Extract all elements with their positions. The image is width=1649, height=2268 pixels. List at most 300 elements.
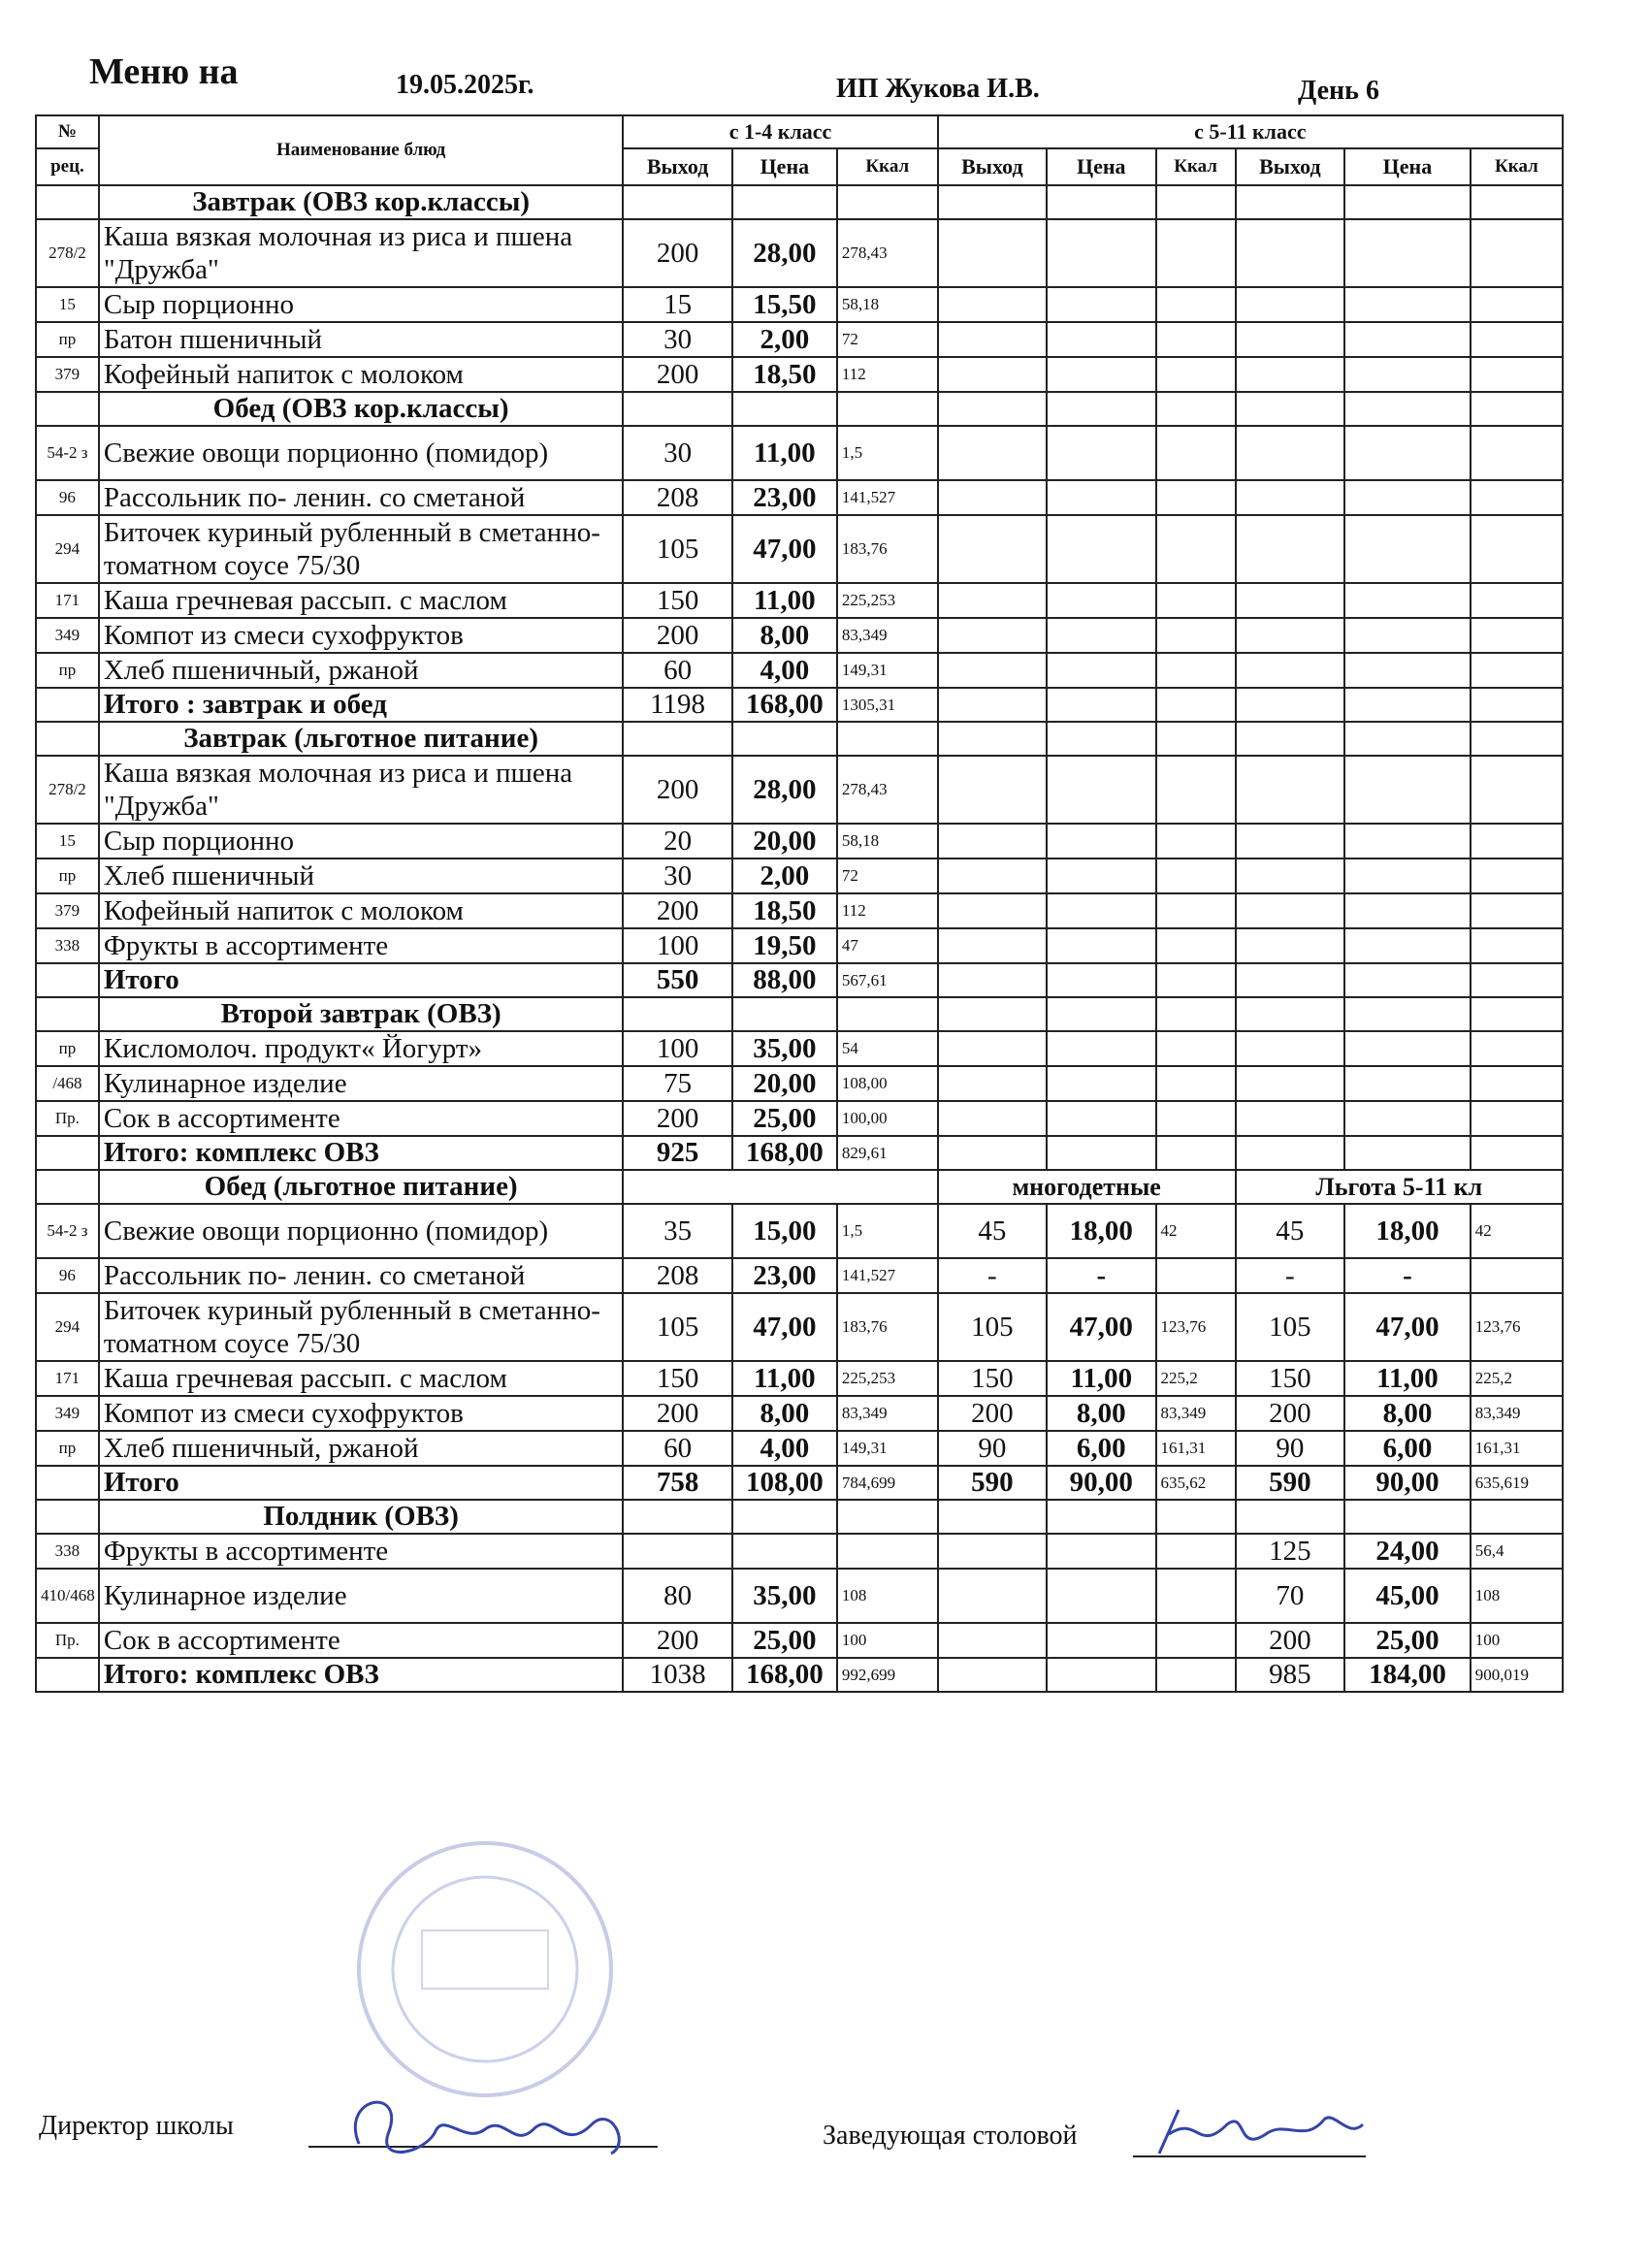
kcal-value-benefit: 108 xyxy=(1471,1569,1563,1623)
kcal-value: 58,18 xyxy=(837,824,938,859)
empty-cell xyxy=(1236,618,1344,653)
empty-cell xyxy=(1047,1101,1155,1136)
total-label: Итого : завтрак и обед xyxy=(99,688,624,722)
dish-name: Хлеб пшеничный, ржаной xyxy=(99,1431,624,1466)
kcal-value: 183,76 xyxy=(837,515,938,583)
dish-name: Каша вязкая молочная из риса и пшена "Дружба" xyxy=(99,219,624,287)
recipe-code: пр xyxy=(36,322,99,357)
empty-cell xyxy=(1471,824,1563,859)
header-recipe: рец. xyxy=(36,148,99,185)
kcal-value: 1,5 xyxy=(837,1204,938,1258)
empty-cell xyxy=(1156,322,1236,357)
header-price: Цена xyxy=(732,148,837,185)
empty-cell xyxy=(938,322,1047,357)
recipe-code: 15 xyxy=(36,824,99,859)
dish-name: Каша гречневая рассып. с маслом xyxy=(99,1361,624,1396)
empty-cell xyxy=(1047,287,1155,322)
empty-cell xyxy=(1236,653,1344,688)
header-kcal: Ккал xyxy=(1156,148,1236,185)
empty-cell xyxy=(1471,688,1563,722)
price-value-large-families: 6,00 xyxy=(1047,1431,1155,1466)
output-value-benefit: 105 xyxy=(1236,1293,1344,1361)
price-value: 20,00 xyxy=(732,1066,837,1101)
kcal-value: 141,527 xyxy=(837,1258,938,1293)
kcal-value: 83,349 xyxy=(837,618,938,653)
empty-cell xyxy=(1156,1500,1236,1534)
empty-cell xyxy=(1047,653,1155,688)
empty-cell xyxy=(1471,653,1563,688)
empty-cell xyxy=(1471,859,1563,893)
empty-cell xyxy=(623,1170,937,1204)
kcal-value: 72 xyxy=(837,859,938,893)
section-title: Полдник (ОВЗ) xyxy=(99,1500,624,1534)
kcal-value-benefit: 83,349 xyxy=(1471,1396,1563,1431)
table-row xyxy=(36,1031,1563,1066)
total-kcal-large-families: 635,62 xyxy=(1156,1466,1236,1500)
table-row xyxy=(36,928,1563,963)
empty-cell xyxy=(938,287,1047,322)
empty-cell xyxy=(1236,756,1344,824)
price-value: 11,00 xyxy=(732,583,837,618)
empty-cell xyxy=(1047,824,1155,859)
empty-cell xyxy=(1344,287,1471,322)
empty-cell xyxy=(1471,1101,1563,1136)
output-value-benefit: 70 xyxy=(1236,1569,1344,1623)
empty-cell xyxy=(1156,756,1236,824)
empty-cell xyxy=(837,1500,938,1534)
empty-cell xyxy=(1236,1136,1344,1170)
empty-cell xyxy=(938,928,1047,963)
section-title: Второй завтрак (ОВЗ) xyxy=(99,997,624,1031)
empty-cell xyxy=(1471,1136,1563,1170)
output-value: 15 xyxy=(623,287,731,322)
price-value-benefit: 11,00 xyxy=(1344,1361,1471,1396)
dish-name: Биточек куриный рубленный в сметанно-томатном соусе 75/30 xyxy=(99,515,624,583)
output-value: 75 xyxy=(623,1066,731,1101)
recipe-code: 379 xyxy=(36,893,99,928)
header-dish-name: Наименование блюд xyxy=(99,115,624,185)
empty-cell xyxy=(1047,928,1155,963)
price-value-large-families xyxy=(1047,1623,1155,1658)
total-price: 168,00 xyxy=(732,1658,837,1692)
empty-cell xyxy=(1236,1031,1344,1066)
recipe-code: /468 xyxy=(36,1066,99,1101)
empty-cell xyxy=(1156,928,1236,963)
empty-cell xyxy=(938,1031,1047,1066)
dish-name: Сок в ассортименте xyxy=(99,1101,624,1136)
empty-cell xyxy=(1156,1066,1236,1101)
table-row xyxy=(36,1431,1563,1466)
price-value-benefit: 24,00 xyxy=(1344,1534,1471,1569)
table-row xyxy=(36,1066,1563,1101)
recipe-code: 349 xyxy=(36,1396,99,1431)
total-output: 1038 xyxy=(623,1658,731,1692)
empty-cell xyxy=(1156,688,1236,722)
kcal-value-benefit: 225,2 xyxy=(1471,1361,1563,1396)
total-output: 1198 xyxy=(623,688,731,722)
dish-name: Каша гречневая рассып. с маслом xyxy=(99,583,624,618)
kcal-value-large-families: 161,31 xyxy=(1156,1431,1236,1466)
output-value: 208 xyxy=(623,480,731,515)
output-value: 200 xyxy=(623,219,731,287)
section-title: Завтрак (льготное питание) xyxy=(99,722,624,756)
kcal-value-benefit: 42 xyxy=(1471,1204,1563,1258)
kcal-value-benefit xyxy=(1471,1258,1563,1293)
section-row xyxy=(36,1170,1563,1204)
section-row xyxy=(36,185,1563,219)
empty-cell xyxy=(1236,722,1344,756)
empty-cell xyxy=(1047,322,1155,357)
output-value: 80 xyxy=(623,1569,731,1623)
empty-cell xyxy=(1047,392,1155,426)
kcal-value-large-families: 83,349 xyxy=(1156,1396,1236,1431)
empty-cell xyxy=(1047,426,1155,480)
output-value-large-families xyxy=(938,1569,1047,1623)
total-row xyxy=(36,963,1563,997)
header-group-1-4: с 1-4 класс xyxy=(623,115,937,148)
output-value-large-families xyxy=(938,1534,1047,1569)
output-value-benefit: 200 xyxy=(1236,1623,1344,1658)
output-value: 200 xyxy=(623,618,731,653)
dish-name: Сыр порционно xyxy=(99,824,624,859)
recipe-code: пр xyxy=(36,1031,99,1066)
price-value-large-families: - xyxy=(1047,1258,1155,1293)
header-price: Цена xyxy=(1344,148,1471,185)
empty-cell xyxy=(1344,893,1471,928)
empty-cell xyxy=(837,185,938,219)
recipe-code: 294 xyxy=(36,515,99,583)
output-value: 150 xyxy=(623,1361,731,1396)
recipe-code: 278/2 xyxy=(36,756,99,824)
empty-cell xyxy=(938,722,1047,756)
empty-cell xyxy=(1471,426,1563,480)
empty-cell xyxy=(1471,287,1563,322)
output-value: 200 xyxy=(623,357,731,392)
empty-cell xyxy=(623,997,731,1031)
recipe-code: 410/468 xyxy=(36,1569,99,1623)
dish-name: Фрукты в ассортименте xyxy=(99,1534,624,1569)
section-row xyxy=(36,392,1563,426)
dish-name: Кофейный напиток с молоком xyxy=(99,893,624,928)
output-value-large-families: - xyxy=(938,1258,1047,1293)
section-title: Обед (льготное питание) xyxy=(99,1170,624,1204)
output-value-benefit: 45 xyxy=(1236,1204,1344,1258)
output-value: 200 xyxy=(623,1101,731,1136)
price-value: 25,00 xyxy=(732,1101,837,1136)
group-label-large-families: многодетные xyxy=(938,1170,1236,1204)
recipe-code: Пр. xyxy=(36,1623,99,1658)
output-value-benefit: 125 xyxy=(1236,1534,1344,1569)
header-group-5-11: с 5-11 класс xyxy=(938,115,1563,148)
empty-cell xyxy=(938,893,1047,928)
dish-name: Хлеб пшеничный, ржаной xyxy=(99,653,624,688)
empty-cell xyxy=(623,185,731,219)
price-value: 20,00 xyxy=(732,824,837,859)
menu-date: 19.05.2025г. xyxy=(396,70,534,100)
dish-name: Компот из смеси сухофруктов xyxy=(99,618,624,653)
empty-cell xyxy=(1236,185,1344,219)
empty-cell xyxy=(1344,963,1471,997)
empty-cell xyxy=(1471,722,1563,756)
empty-cell xyxy=(1236,963,1344,997)
table-row xyxy=(36,1569,1563,1623)
empty-cell xyxy=(938,756,1047,824)
dish-name: Кисломолоч. продукт« Йогурт» xyxy=(99,1031,624,1066)
total-kcal: 784,699 xyxy=(837,1466,938,1500)
kcal-value: 58,18 xyxy=(837,287,938,322)
total-output-large-families xyxy=(938,1658,1047,1692)
empty-cell xyxy=(1156,357,1236,392)
empty-cell xyxy=(1156,824,1236,859)
dish-name: Батон пшеничный xyxy=(99,322,624,357)
kcal-value-large-families: 225,2 xyxy=(1156,1361,1236,1396)
header-kcal: Ккал xyxy=(1471,148,1563,185)
price-value: 11,00 xyxy=(732,1361,837,1396)
empty-cell xyxy=(938,963,1047,997)
total-kcal: 829,61 xyxy=(837,1136,938,1170)
empty-cell xyxy=(1047,357,1155,392)
output-value-large-families: 45 xyxy=(938,1204,1047,1258)
price-value: 25,00 xyxy=(732,1623,837,1658)
dish-name: Свежие овощи порционно (помидор) xyxy=(99,1204,624,1258)
kcal-value: 108 xyxy=(837,1569,938,1623)
empty-cell xyxy=(1471,322,1563,357)
total-price: 168,00 xyxy=(732,688,837,722)
empty-cell xyxy=(1344,515,1471,583)
empty-cell xyxy=(1156,392,1236,426)
header-price: Цена xyxy=(1047,148,1155,185)
empty-cell xyxy=(1047,859,1155,893)
output-value-large-families xyxy=(938,1623,1047,1658)
empty-cell xyxy=(1236,928,1344,963)
price-value: 23,00 xyxy=(732,1258,837,1293)
empty-cell xyxy=(1236,392,1344,426)
total-output: 925 xyxy=(623,1136,731,1170)
output-value xyxy=(623,1534,731,1569)
total-row xyxy=(36,688,1563,722)
output-value: 208 xyxy=(623,1258,731,1293)
table-row xyxy=(36,357,1563,392)
output-value: 30 xyxy=(623,426,731,480)
recipe-code: 349 xyxy=(36,618,99,653)
school-stamp-icon xyxy=(330,1824,640,2115)
kcal-value-large-families xyxy=(1156,1534,1236,1569)
price-value xyxy=(732,1534,837,1569)
output-value-large-families: 105 xyxy=(938,1293,1047,1361)
empty-cell xyxy=(1156,1031,1236,1066)
total-row xyxy=(36,1136,1563,1170)
empty-cell xyxy=(1156,1101,1236,1136)
recipe-code: 379 xyxy=(36,357,99,392)
empty-cell xyxy=(1156,997,1236,1031)
kcal-value: 278,43 xyxy=(837,756,938,824)
enterprise-name: ИП Жукова И.В. xyxy=(836,74,1040,104)
price-value: 28,00 xyxy=(732,219,837,287)
recipe-code: 171 xyxy=(36,583,99,618)
empty-cell xyxy=(938,1066,1047,1101)
output-value: 60 xyxy=(623,653,731,688)
empty-cell xyxy=(1471,963,1563,997)
recipe-code: пр xyxy=(36,653,99,688)
kcal-value xyxy=(837,1534,938,1569)
dish-name: Биточек куриный рубленный в сметанно-томатном соусе 75/30 xyxy=(99,1293,624,1361)
total-row xyxy=(36,1466,1563,1500)
empty-cell xyxy=(1236,893,1344,928)
table-row xyxy=(36,480,1563,515)
empty-cell xyxy=(1236,859,1344,893)
table-row xyxy=(36,1101,1563,1136)
header-kcal: Ккал xyxy=(837,148,938,185)
menu-body xyxy=(36,185,1563,1692)
kcal-value: 54 xyxy=(837,1031,938,1066)
empty-cell xyxy=(1156,618,1236,653)
price-value-benefit: - xyxy=(1344,1258,1471,1293)
empty-cell xyxy=(1047,515,1155,583)
empty-cell xyxy=(1047,583,1155,618)
table-row xyxy=(36,583,1563,618)
kcal-value: 112 xyxy=(837,893,938,928)
total-label: Итого: комплекс ОВЗ xyxy=(99,1658,624,1692)
empty-cell xyxy=(1471,219,1563,287)
empty-cell xyxy=(1236,322,1344,357)
empty-cell xyxy=(938,997,1047,1031)
empty-cell xyxy=(1236,287,1344,322)
empty-cell xyxy=(1236,1101,1344,1136)
kcal-value: 100 xyxy=(837,1623,938,1658)
kcal-value-benefit: 123,76 xyxy=(1471,1293,1563,1361)
empty-cell xyxy=(938,653,1047,688)
empty-cell xyxy=(1156,963,1236,997)
total-price: 108,00 xyxy=(732,1466,837,1500)
kcal-value: 1,5 xyxy=(837,426,938,480)
empty-cell xyxy=(938,219,1047,287)
total-output-large-families: 590 xyxy=(938,1466,1047,1500)
kcal-value: 278,43 xyxy=(837,219,938,287)
header-output: Выход xyxy=(938,148,1047,185)
total-kcal: 1305,31 xyxy=(837,688,938,722)
empty-cell xyxy=(1156,1136,1236,1170)
table-row xyxy=(36,859,1563,893)
dish-name: Каша вязкая молочная из риса и пшена "Дружба" xyxy=(99,756,624,824)
output-value: 105 xyxy=(623,1293,731,1361)
empty-cell xyxy=(1471,480,1563,515)
empty-cell xyxy=(1344,824,1471,859)
kcal-value: 149,31 xyxy=(837,653,938,688)
empty-cell xyxy=(1344,1066,1471,1101)
empty-cell xyxy=(1236,426,1344,480)
empty-cell xyxy=(1236,824,1344,859)
total-kcal-large-families xyxy=(1156,1658,1236,1692)
dish-name: Кулинарное изделие xyxy=(99,1066,624,1101)
recipe-code: пр xyxy=(36,1431,99,1466)
empty-cell xyxy=(1344,1031,1471,1066)
output-value-large-families: 200 xyxy=(938,1396,1047,1431)
table-row xyxy=(36,893,1563,928)
empty-cell xyxy=(1471,357,1563,392)
empty-cell xyxy=(837,997,938,1031)
output-value: 200 xyxy=(623,1623,731,1658)
empty-cell xyxy=(36,1136,99,1170)
empty-cell xyxy=(1236,688,1344,722)
output-value: 200 xyxy=(623,756,731,824)
empty-cell xyxy=(1344,653,1471,688)
output-value: 30 xyxy=(623,322,731,357)
recipe-code: 96 xyxy=(36,480,99,515)
price-value: 23,00 xyxy=(732,480,837,515)
price-value: 15,00 xyxy=(732,1204,837,1258)
empty-cell xyxy=(837,722,938,756)
empty-cell xyxy=(1471,618,1563,653)
table-row xyxy=(36,618,1563,653)
empty-cell xyxy=(1047,756,1155,824)
empty-cell xyxy=(1344,722,1471,756)
empty-cell xyxy=(1344,688,1471,722)
empty-cell xyxy=(732,722,837,756)
empty-cell xyxy=(36,1500,99,1534)
empty-cell xyxy=(36,963,99,997)
empty-cell xyxy=(1047,1031,1155,1066)
empty-cell xyxy=(1471,893,1563,928)
empty-cell xyxy=(1156,480,1236,515)
header-output: Выход xyxy=(1236,148,1344,185)
empty-cell xyxy=(1156,893,1236,928)
group-label-benefit-5-11: Льгота 5-11 кл xyxy=(1236,1170,1563,1204)
empty-cell xyxy=(837,392,938,426)
total-label: Итого xyxy=(99,1466,624,1500)
kcal-value: 108,00 xyxy=(837,1066,938,1101)
price-value-large-families xyxy=(1047,1569,1155,1623)
kcal-value-large-families xyxy=(1156,1623,1236,1658)
empty-cell xyxy=(1047,688,1155,722)
empty-cell xyxy=(1471,515,1563,583)
price-value: 35,00 xyxy=(732,1569,837,1623)
price-value-large-families xyxy=(1047,1534,1155,1569)
table-row xyxy=(36,653,1563,688)
kcal-value-benefit: 161,31 xyxy=(1471,1431,1563,1466)
total-kcal-benefit: 900,019 xyxy=(1471,1658,1563,1692)
empty-cell xyxy=(1236,515,1344,583)
output-value: 200 xyxy=(623,893,731,928)
output-value: 100 xyxy=(623,1031,731,1066)
kcal-value: 47 xyxy=(837,928,938,963)
empty-cell xyxy=(1047,185,1155,219)
empty-cell xyxy=(1471,392,1563,426)
kcal-value: 100,00 xyxy=(837,1101,938,1136)
recipe-code: 54-2 з xyxy=(36,426,99,480)
kcal-value: 225,253 xyxy=(837,583,938,618)
empty-cell xyxy=(1344,1136,1471,1170)
empty-cell xyxy=(938,392,1047,426)
total-output-benefit: 590 xyxy=(1236,1466,1344,1500)
empty-cell xyxy=(938,480,1047,515)
recipe-code: 338 xyxy=(36,1534,99,1569)
empty-cell xyxy=(938,426,1047,480)
empty-cell xyxy=(36,1658,99,1692)
table-row xyxy=(36,426,1563,480)
empty-cell xyxy=(36,688,99,722)
dish-name: Кофейный напиток с молоком xyxy=(99,357,624,392)
total-price-benefit: 90,00 xyxy=(1344,1466,1471,1500)
table-row xyxy=(36,1534,1563,1569)
recipe-code: Пр. xyxy=(36,1101,99,1136)
empty-cell xyxy=(1344,480,1471,515)
dish-name: Фрукты в ассортименте xyxy=(99,928,624,963)
empty-cell xyxy=(1047,480,1155,515)
empty-cell xyxy=(623,1500,731,1534)
empty-cell xyxy=(1344,1101,1471,1136)
empty-cell xyxy=(1344,997,1471,1031)
header-output: Выход xyxy=(623,148,731,185)
